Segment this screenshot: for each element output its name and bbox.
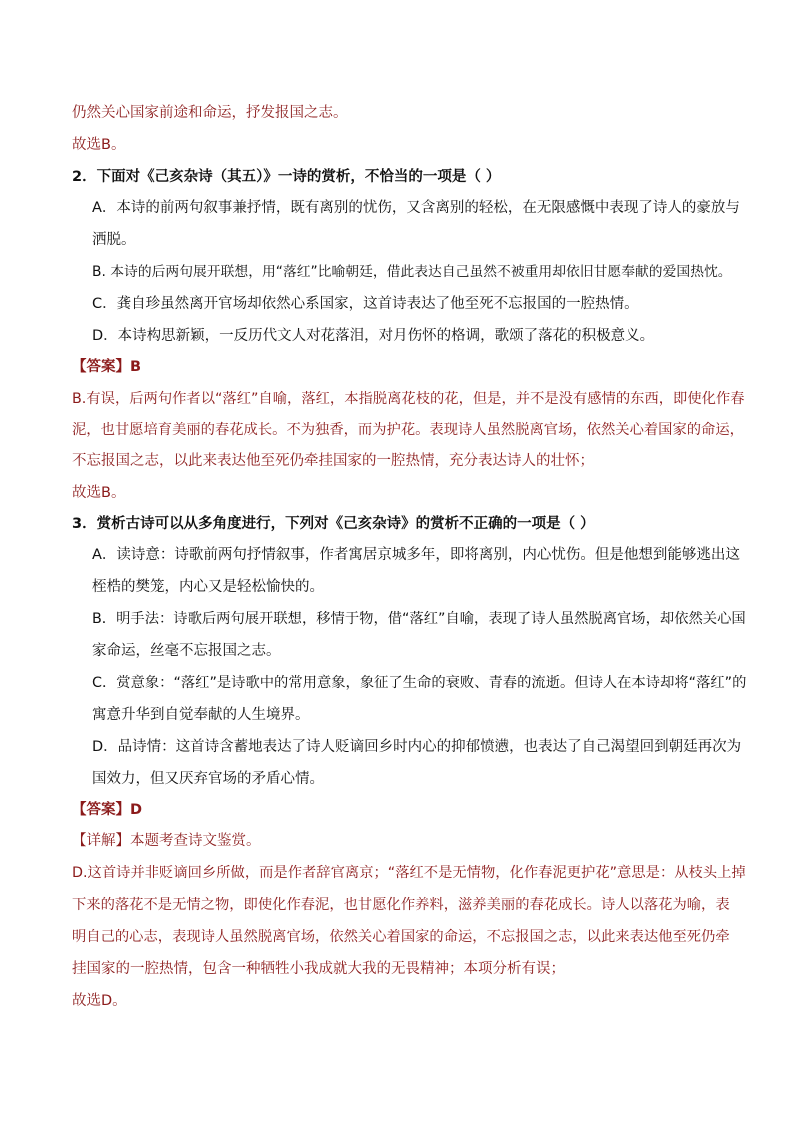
q2-answer: 【答案】B	[72, 359, 142, 375]
q3-choice: 故选D。	[72, 993, 127, 1009]
q3-explanation-line3: 明自己的心志，表现诗人虽然脱离官场，依然关心着国家的命运，不忘报国之志，以此来表达他至死仍牵	[72, 929, 730, 945]
q3-answer: 【答案】D	[72, 802, 143, 818]
q3-explanation-line1: D.这首诗并非贬谪回乡所做，而是作者辞官离京；“落红不是无情物，化作春泥更护花”意思是：从枝头上掉	[72, 865, 746, 881]
q2-option-a-line1: A．本诗的前两句叙事兼抒情，既有离别的忧伤，又含离别的轻松，在无限感慨中表现了诗人的豪放与	[92, 200, 740, 216]
q2-option-b: B. 本诗的后两句展开联想，用“落红”比喻朝廷，借此表达自己虽然不被重用却依旧甘愿奉献的爱国热忱。	[92, 264, 732, 280]
q2-option-c: C．龚自珍虽然离开官场却依然心系国家，这首诗表达了他至死不忘报国的一腔热情。	[92, 296, 639, 312]
q3-detail: 【详解】本题考查诗文鉴赏。	[72, 833, 261, 849]
q3-option-d-line1: D．品诗情：这首诗含蓄地表达了诗人贬谪回乡时内心的抑郁愤懑，也表达了自己渴望回到朝廷再次为	[92, 739, 742, 755]
prev-choice: 故选B。	[72, 137, 126, 153]
q3-option-b-line1: B．明手法：诗歌后两句展开联想，移情于物，借“落红”自喻，表现了诗人虽然脱离官场，却依然关心国	[92, 611, 746, 627]
q3-explanation-line2: 下来的落花不是无情之物，即使化作春泥，也甘愿化作养料，滋养美丽的春花成长。诗人以落花为喻，表	[72, 897, 730, 913]
q3-option-a-line1: A．读诗意：诗歌前两句抒情叙事，作者寓居京城多年，即将离别，内心忧伤。但是他想到能够逃出这	[92, 547, 740, 563]
q2-explanation-line1: B.有误，后两句作者以“落红”自喻，落红，本指脱离花枝的花，但是，并不是没有感情的东西，即使化作春	[72, 391, 745, 407]
q3-stem: 3．赏析古诗可以从多角度进行，下列对《己亥杂诗》的赏析不正确的一项是（ ）	[72, 516, 595, 532]
q2-option-d: D．本诗构思新颖，一反历代文人对花落泪，对月伤怀的格调，歌颂了落花的积极意义。	[92, 328, 655, 344]
q2-option-a-line2: 洒脱。	[92, 232, 136, 248]
q2-choice: 故选B。	[72, 485, 126, 501]
q2-stem: 2．下面对《己亥杂诗（其五）》一诗的赏析，不恰当的一项是（ ）	[72, 169, 501, 185]
q3-option-b-line2: 家命运，丝毫不忘报国之志。	[92, 643, 281, 659]
q2-explanation-line3: 不忘报国之志，以此来表达他至死仍牵挂国家的一腔热情，充分表达诗人的壮怀；	[72, 453, 594, 469]
q3-option-a-line2: 桎梏的樊笼，内心又是轻松愉快的。	[92, 579, 324, 595]
q2-explanation-line2: 泥，也甘愿培育美丽的春花成长。不为独香，而为护花。表现诗人虽然脱离官场，依然关心着国家的命运，	[72, 422, 744, 438]
q3-option-c-line1: C．赏意象：“落红”是诗歌中的常用意象，象征了生命的衰败、青春的流逝。但诗人在本诗却将“落红”的	[92, 675, 747, 691]
q3-option-c-line2: 寓意升华到自觉奉献的人生境界。	[92, 707, 310, 723]
q3-explanation-line4: 挂国家的一腔热情，包含一种牺牲小我成就大我的无畏精神；本项分析有误；	[72, 961, 565, 977]
q3-option-d-line2: 国效力，但又厌弃官场的矛盾心情。	[92, 771, 324, 787]
continuation-text: 仍然关心国家前途和命运，抒发报国之志。	[72, 105, 348, 121]
